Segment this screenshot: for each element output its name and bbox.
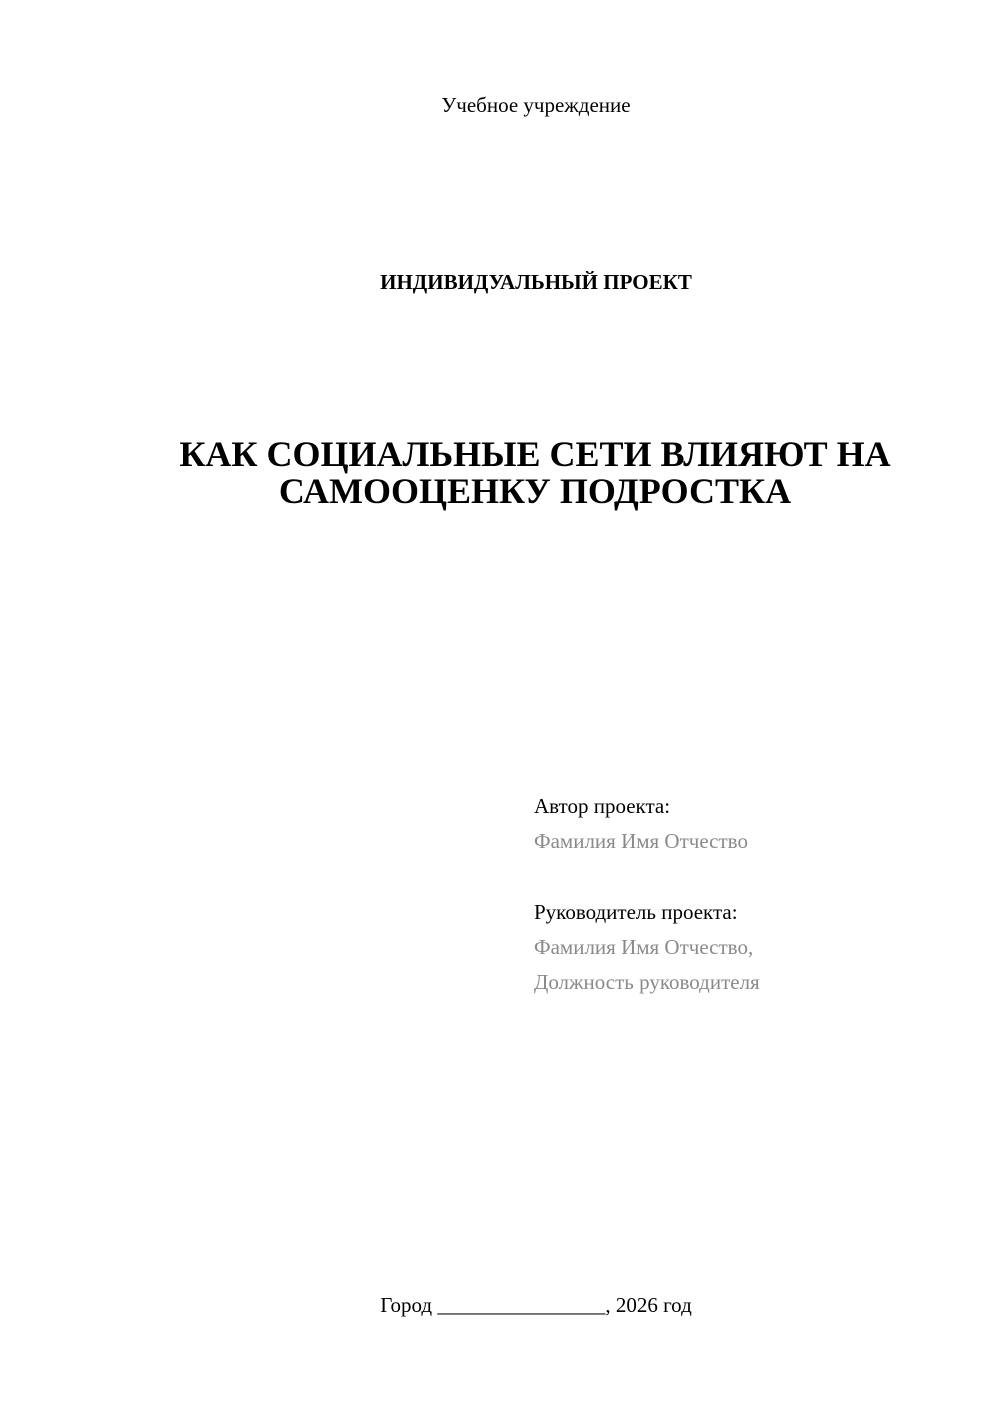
institution-name: Учебное учреждение xyxy=(441,93,631,117)
project-type-heading: ИНДИВИДУАЛЬНЫЙ ПРОЕКТ xyxy=(380,270,692,294)
author-name: Фамилия Имя Отчество xyxy=(534,829,748,853)
credits-spacer xyxy=(534,859,974,895)
supervisor-label: Руководитель проекта: xyxy=(534,900,738,924)
supervisor-position: Должность руководителя xyxy=(534,970,760,994)
city-year-line: Город ________________, 2026 год xyxy=(380,1293,692,1317)
project-title xyxy=(110,436,960,510)
supervisor-name: Фамилия Имя Отчество, xyxy=(534,935,754,959)
author-label: Автор проекта: xyxy=(534,794,671,818)
project-title-line-2: САМООЦЕНКУ ПОДРОСТКА xyxy=(278,471,792,511)
project-title-line-1: КАК СОЦИАЛЬНЫЕ СЕТИ ВЛИЯЮТ НА xyxy=(179,434,891,474)
project-credits xyxy=(534,789,974,1000)
